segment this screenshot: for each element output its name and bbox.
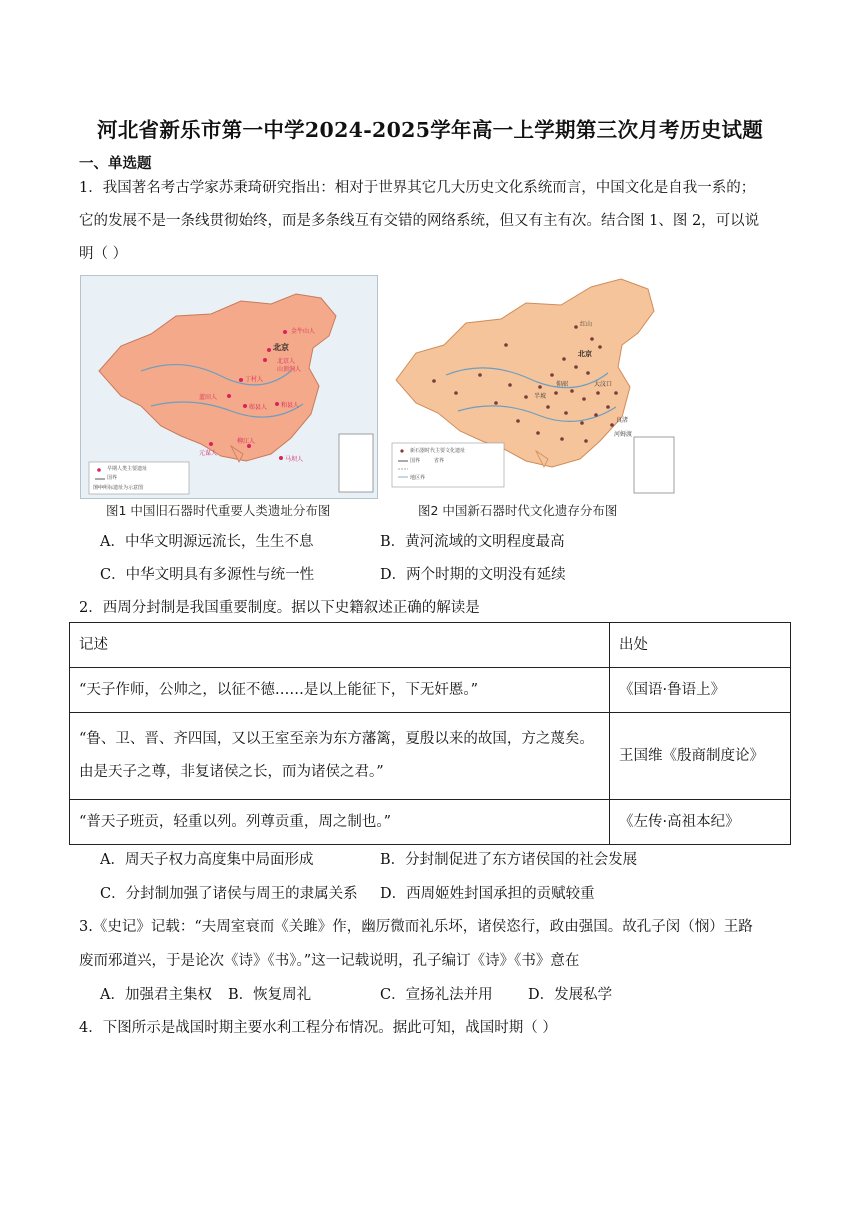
fig2-caption: 图2 中国新石器时代文化遗存分布图 xyxy=(418,503,618,518)
q2-stem: 2．西周分封制是我国重要制度。据以下史籍叙述正确的解读是 xyxy=(79,600,480,616)
map1-legend-item: 早期人类主要遗址 xyxy=(107,466,148,472)
map2-label: 仰韶 xyxy=(556,381,569,388)
table-cell-text xyxy=(70,713,610,800)
table-header-row xyxy=(70,623,791,668)
table-cell-source: 《左传·高祖本纪》 xyxy=(610,800,791,845)
q1-line-1: 1．我国著名考古学家苏秉琦研究指出：相对于世界其它几大历史文化系统而言，中国文化是自我一系的； xyxy=(79,180,756,196)
map1-label-site: 柳江人 xyxy=(237,438,256,445)
map1-label-site: 金牛山人 xyxy=(291,328,316,335)
q1-option-a[interactable]: A．中华文明源远流长，生生不息 xyxy=(100,534,314,550)
q3-line-2: 废而邪道兴，于是论次《诗》《书》。”这一记载说明，孔子编订《诗》《书》意在 xyxy=(79,953,580,969)
table-cell-source: 王国维《殷商制度论》 xyxy=(610,713,791,800)
table-row xyxy=(70,713,791,800)
map1-label-site: 蓝田人 xyxy=(199,394,218,401)
q3-option-a[interactable]: A．加强君主集权 xyxy=(100,987,212,1003)
q2-option-b[interactable]: B．分封制促进了东方诸侯国的社会发展 xyxy=(380,852,638,868)
map1-label-site: 丁村人 xyxy=(245,376,264,383)
map1-label-site: 和县人 xyxy=(281,402,300,409)
q1-option-b[interactable]: B．黄河流域的文明程度最高 xyxy=(380,534,565,550)
map1-label-site: 郧县人 xyxy=(249,404,268,411)
table-row xyxy=(70,800,791,845)
page-title: 河北省新乐市第一中学2024-2025学年高一上学期第三次月考历史试题 xyxy=(96,118,764,142)
map1-legend-item: 图中所标遗址为示意图 xyxy=(93,485,144,491)
map2-label: 良渚 xyxy=(616,417,629,424)
table-row xyxy=(70,668,791,713)
neolithic-map xyxy=(386,275,680,497)
q2-option-d[interactable]: D．西周姬姓封国承担的贡赋较重 xyxy=(380,886,595,902)
table-cell-text: “普天子班贡，轻重以列。列尊贡重，周之制也。” xyxy=(70,800,610,845)
map2-legend-item: 地区界 xyxy=(410,475,426,481)
table-cell-line: 由是天子之尊，非复诸侯之长，而为诸侯之君。” xyxy=(79,764,384,780)
q3-line-1: 3.《史记》记载：“夫周室衰而《关雎》作，幽厉微而礼乐坏，诸侯恣行，政由强国。故孔子闵（悯）王路 xyxy=(79,919,753,935)
map2-label: 河姆渡 xyxy=(614,431,633,438)
q1-option-c[interactable]: C．中华文明具有多源性与统一性 xyxy=(100,567,315,583)
q1-figures xyxy=(80,275,660,520)
fig1-caption: 图1 中国旧石器时代重要人类遗址分布图 xyxy=(106,503,331,518)
map2-legend-item: 新石器时代主要文化遗址 xyxy=(410,448,466,454)
q1-line-3: 明（ ） xyxy=(79,246,128,262)
map1-label-site: 北京人 xyxy=(277,358,296,365)
map1-label-site: 元谋人 xyxy=(199,450,218,457)
map2-label: 大汶口 xyxy=(594,381,613,388)
q3-option-b[interactable]: B．恢复周礼 xyxy=(228,987,312,1003)
paleolithic-map xyxy=(80,275,378,499)
map1-label-site: 马坝人 xyxy=(285,456,304,463)
table-header-cell: 出处 xyxy=(610,623,791,668)
q3-option-d[interactable]: D．发展私学 xyxy=(528,987,613,1003)
map2-label: 红山 xyxy=(580,321,593,328)
q2-source-table xyxy=(69,622,791,845)
q1-line-2: 它的发展不是一条线贯彻始终，而是多条线互有交错的网络系统，但又有主有次。结合图 1、图 2，可以说 xyxy=(79,213,760,229)
map2-legend-item: 省界 xyxy=(434,458,445,464)
section-heading: 一、单选题 xyxy=(79,155,152,172)
map1-legend-item: 国界 xyxy=(107,475,118,481)
table-cell-text: “天子作师，公帅之，以征不德……是以上能征下，下无奸慝。” xyxy=(70,668,610,713)
q4-stem: 4．下图所示是战国时期主要水利工程分布情况。据此可知，战国时期（ ） xyxy=(79,1020,557,1036)
table-cell-line: “鲁、卫、晋、齐四国，又以王室至亲为东方藩篱，夏殷以来的故国，方之蔑矣。 xyxy=(79,731,594,747)
map1-label-site: 山顶洞人 xyxy=(277,366,302,373)
q3-option-c[interactable]: C．宣扬礼法并用 xyxy=(380,987,493,1003)
q2-option-c[interactable]: C．分封制加强了诸侯与周王的隶属关系 xyxy=(100,886,358,902)
map2-label: 北京 xyxy=(578,350,592,358)
table-cell-source: 《国语·鲁语上》 xyxy=(610,668,791,713)
map2-label: 半坡 xyxy=(534,393,547,400)
q2-option-a[interactable]: A．周天子权力高度集中局面形成 xyxy=(100,852,314,868)
map2-legend-item: 国界 xyxy=(410,458,421,464)
q1-option-d[interactable]: D．两个时期的文明没有延续 xyxy=(380,567,566,583)
table-header-cell: 记述 xyxy=(70,623,610,668)
map1-label-beijing: 北京 xyxy=(273,343,289,352)
